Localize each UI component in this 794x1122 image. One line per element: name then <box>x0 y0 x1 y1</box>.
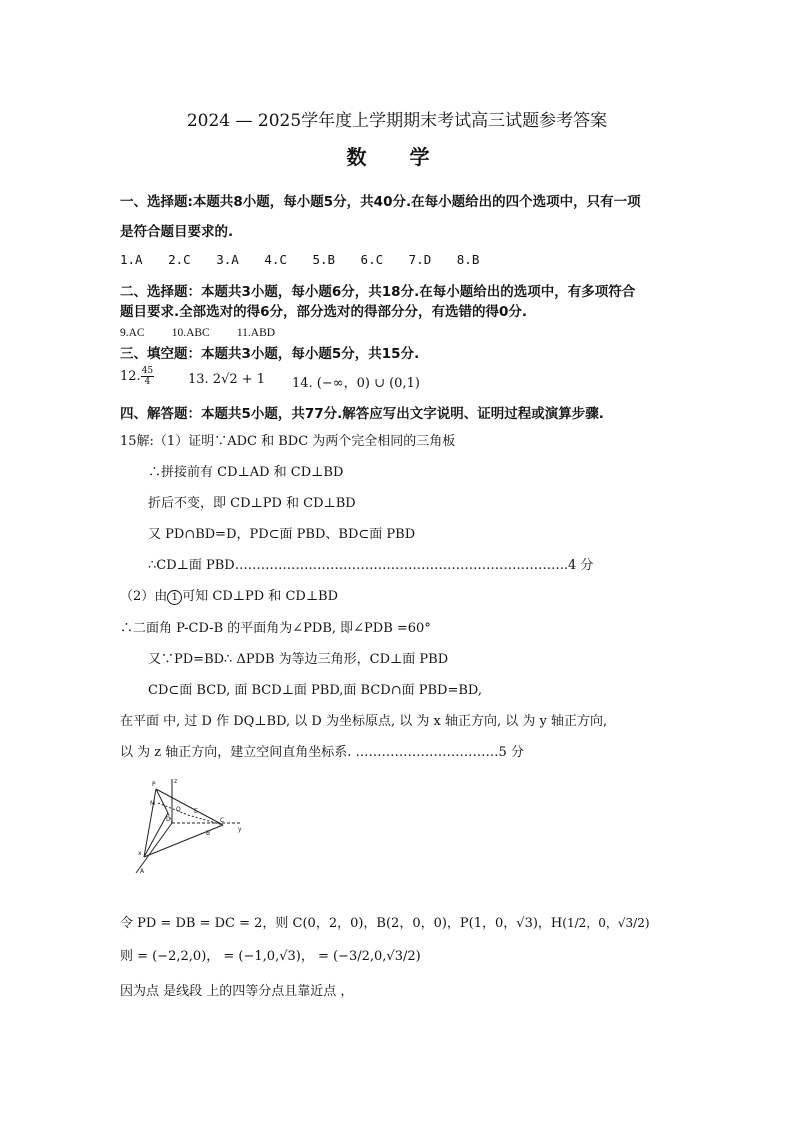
subject-title: 数 学 <box>346 145 448 169</box>
solution-line: CD⊂面 BCD, 面 BCD⊥面 PBD,面 BCD∩面 PBD=BD, <box>148 683 482 698</box>
circled-number: 1 <box>167 590 182 605</box>
solution-line: 在平面 中, 过 D 作 DQ⊥BD, 以 D 为坐标原点, 以 为 x 轴正方向, 以 为 y 轴正方向, <box>120 714 608 729</box>
label-p: P <box>152 781 156 788</box>
solution-line: 折后不变，即 CD⊥PD 和 CD⊥BD <box>148 496 356 511</box>
edge-ac <box>144 825 223 857</box>
solution-line: ∴二面角 P-CD-B 的平面角为∠PDB, 即∠PDB =60° <box>120 621 431 636</box>
answer-14: 14. (−∞，0) ∪ (0,1) <box>292 376 420 391</box>
answer-7: 7.D <box>408 252 432 267</box>
section2-heading-line1: 二、选择题：本题共3小题，每小题6分，共18分.在每小题给出的选项中，有多项符合 <box>120 284 636 300</box>
fraction: $\frac{45}{4}$ <box>141 366 154 387</box>
label-c: C <box>220 817 225 824</box>
answer-4: 4.C <box>264 252 287 267</box>
geometry-figure <box>128 775 248 875</box>
solution-line: （2）由 1 可知 CD⊥PD 和 CD⊥BD <box>120 589 339 604</box>
solution-line: 以 为 z 轴正方向，建立空间直角坐标系. ……………………………5 分 <box>120 745 524 760</box>
label-x: x <box>138 850 142 857</box>
answer-12: 12. $\frac{45}{4}$ <box>120 366 154 387</box>
solution-line: 因为点 是线段 上的四等分点且靠近点 ， <box>120 984 354 999</box>
solution-line: ∴CD⊥面 PBD…………………………………………………………………..4 分 <box>148 558 594 573</box>
page-title: 2024 — 2025学年度上学期期末考试高三试题参考答案 <box>186 111 608 131</box>
solution-line: 又∵PD=BD∴ ΔPDB 为等边三角形，CD⊥面 PBD <box>148 652 449 667</box>
solution-line: 令 PD = DB = DC = 2，则 C(0，2，0)，B(2，0，0)，P(1，0，√3)，H(1/2，0，√3/2) <box>120 916 650 931</box>
edge-mq <box>158 803 188 815</box>
label-q: Q <box>176 806 181 813</box>
answer-1: 1.A <box>120 252 143 267</box>
answer-5: 5.B <box>312 252 336 267</box>
solution-line: 则 = (−2,2,0)， = (−1,0,√3)， = (−3/2,0,√3/2) <box>120 949 421 964</box>
label-b: B <box>206 830 211 837</box>
solution-line: 又 PD∩BD=D，PD⊂面 PBD、BD⊂面 PBD <box>148 527 416 542</box>
answer-3: 3.A <box>216 252 239 267</box>
label-m: M <box>150 800 156 807</box>
section2-answers <box>120 321 297 340</box>
answer-11: 11.ABD <box>236 327 276 339</box>
answer-9: 9.AC <box>120 327 145 339</box>
section1-heading-line1: 一、选择题:本题共8小题，每小题5分，共40分.在每小题给出的四个选项中，只有一项 <box>120 194 641 210</box>
answer-6: 6.C <box>360 252 384 267</box>
answer-13: 13. 2√2 + 1 <box>188 372 266 387</box>
section2-heading-line2: 题目要求.全部选对的得6分，部分选对的得部分分，有选错的得0分. <box>120 304 528 320</box>
solution-line: 15解:（1）证明∵ADC 和 BDC 为两个完全相同的三角板 <box>120 434 456 449</box>
answer-8: 8.B <box>456 252 480 267</box>
section1-heading-line2: 是符合题目要求的. <box>120 224 234 240</box>
section4-heading: 四、解答题：本题共5小题，共77分.解答应写出文字说明、证明过程或演算步骤. <box>120 406 604 422</box>
label-e: E <box>194 808 198 815</box>
label-y: y <box>238 826 242 833</box>
answer-10: 10.ABC <box>171 327 210 339</box>
section3-heading: 三、填空题：本题共3小题，每小题5分，共15分. <box>120 346 420 362</box>
label-z: z <box>174 778 178 785</box>
label-a: A <box>140 868 145 875</box>
label-d: D <box>166 816 171 823</box>
answer-2: 2.C <box>168 252 191 267</box>
solution-line: ∴拼接前有 CD⊥AD 和 CD⊥BD <box>148 465 344 480</box>
section1-answers <box>120 252 497 267</box>
